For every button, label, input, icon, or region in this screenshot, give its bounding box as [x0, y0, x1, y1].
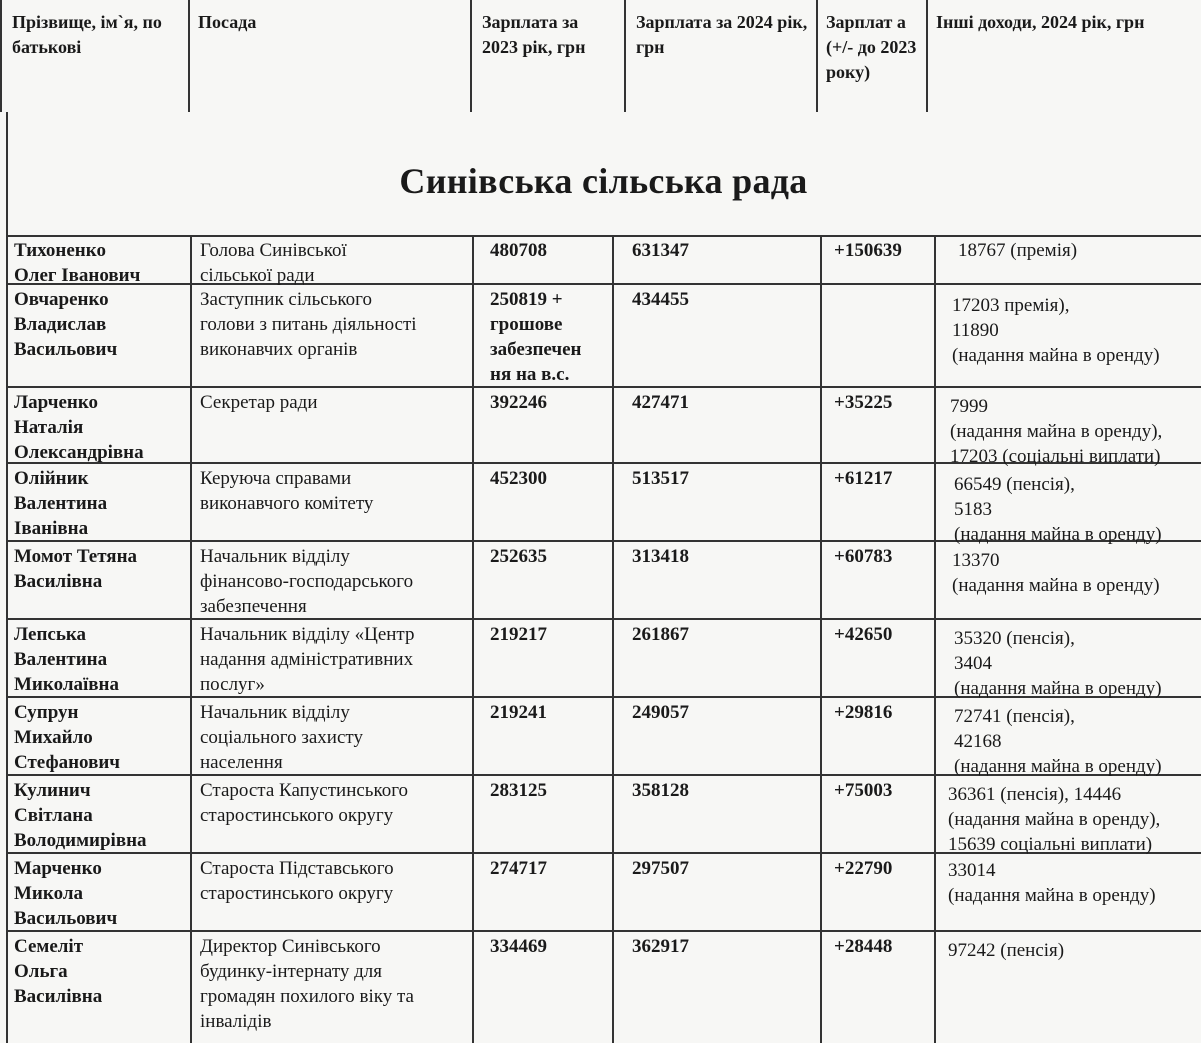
salary-difference: +35225: [834, 392, 893, 413]
header-name-label: Прізвище, ім`я, по батькові: [12, 12, 162, 57]
header-cell-salary-2024: [624, 0, 818, 112]
person-name: Лепська Валентина Миколаївна: [14, 624, 119, 695]
person-name: Супрун Михайло Стефанович: [14, 702, 121, 773]
other-income: 13370 (надання майна в оренду): [952, 550, 1160, 596]
person-name: Овчаренко Владислав Васильович: [14, 289, 118, 360]
other-income: 36361 (пенсія), 14446 (надання майна в оренду), 15639 соціальні виплати): [948, 784, 1161, 855]
salary-difference: +150639: [834, 240, 902, 261]
header-difference-label: Зарплат а (+/- до 2023 року): [826, 12, 917, 82]
salary-2024: 631347: [632, 240, 689, 261]
salary-2024: 362917: [632, 936, 689, 957]
person-name: Семеліт Ольга Василівна: [14, 936, 103, 1007]
salary-2023: 452300: [490, 468, 547, 489]
salary-2024: 434455: [632, 289, 689, 310]
person-name: Момот Тетяна Василівна: [14, 546, 138, 592]
salary-difference: +61217: [834, 468, 893, 489]
person-name: Кулинич Світлана Володимирівна: [14, 780, 147, 851]
person-position: Голова Синівської сільської ради: [200, 240, 347, 286]
salary-2023: 250819 + грошове забезпечен ня на в.с.: [490, 289, 582, 385]
salary-2023: 283125: [490, 780, 547, 801]
person-name: Олійник Валентина Іванівна: [14, 468, 108, 539]
header-cell-salary-2023: [470, 0, 622, 112]
header-salary-2024-label: Зарплата за 2024 рік, грн: [636, 12, 808, 57]
salary-difference: [826, 285, 940, 287]
other-income: 33014 (надання майна в оренду): [948, 860, 1156, 906]
header-cell-name: [0, 0, 190, 112]
header-other-income-label: Інші доходи, 2024 рік, грн: [936, 12, 1145, 32]
person-position: Начальник відділу соціального захисту населення: [200, 702, 363, 773]
salary-2024: 427471: [632, 392, 689, 413]
other-income: 18767 (премія): [958, 240, 1078, 261]
other-income: 72741 (пенсія), 42168 (надання майна в оренду): [954, 706, 1162, 777]
other-income: 17203 премія), 11890 (надання майна в оренду): [952, 295, 1160, 366]
header-salary-2023-label: Зарплата за 2023 рік, грн: [482, 12, 586, 57]
person-position: Секретар ради: [200, 392, 318, 413]
salary-2024: 313418: [632, 546, 689, 567]
person-position: Заступник сільського голови з питань діяльності виконавчих органів: [200, 289, 417, 360]
salary-2024: 513517: [632, 468, 689, 489]
person-position: Директор Синівського будинку-інтернату для громадян похилого віку та інвалідів: [200, 936, 414, 1032]
header-position-label: Посада: [198, 12, 257, 32]
salary-2024: 261867: [632, 624, 689, 645]
council-title: Синівська сільська рада: [399, 161, 808, 201]
other-income: 35320 (пенсія), 3404 (надання майна в оренду): [954, 628, 1162, 699]
salary-2024: 358128: [632, 780, 689, 801]
header-cell-position: [188, 0, 472, 112]
other-income: 97242 (пенсія): [948, 940, 1065, 961]
salary-2023: 392246: [490, 392, 547, 413]
person-position: Староста Капустинського старостинського округу: [200, 780, 409, 826]
salary-2023: 334469: [490, 936, 547, 957]
salary-difference: +29816: [834, 702, 893, 723]
salary-difference: +42650: [834, 624, 893, 645]
salary-2024: 297507: [632, 858, 689, 879]
salary-2024: 249057: [632, 702, 689, 723]
salary-2023: 252635: [490, 546, 547, 567]
salary-difference: +60783: [834, 546, 893, 567]
salary-2023: 219241: [490, 702, 547, 723]
salary-2023: 219217: [490, 624, 547, 645]
header-cell-other-income: [926, 0, 1201, 112]
person-position: Начальник відділу «Центр надання адміністративних послуг»: [200, 624, 415, 695]
salary-difference: +75003: [834, 780, 893, 801]
person-position: Керуюча справами виконавчого комітету: [200, 468, 374, 514]
person-position: Начальник відділу фінансово-господарського забезпечення: [200, 546, 414, 617]
salary-difference: +28448: [834, 936, 893, 957]
person-position: Староста Підставського старостинського округу: [200, 858, 394, 904]
salary-difference: +22790: [834, 858, 893, 879]
person-name: Марченко Микола Васильович: [14, 858, 118, 929]
person-name: Тихоненко Олег Іванович: [14, 240, 141, 286]
salary-2023: 480708: [490, 240, 547, 261]
other-income: 7999 (надання майна в оренду), 17203 (соціальні виплати): [950, 396, 1163, 467]
person-name: Ларченко Наталія Олександрівна: [14, 392, 144, 463]
header-cell-difference: [816, 0, 928, 112]
salary-2023: 274717: [490, 858, 547, 879]
other-income: 66549 (пенсія), 5183 (надання майна в оренду): [954, 474, 1162, 545]
